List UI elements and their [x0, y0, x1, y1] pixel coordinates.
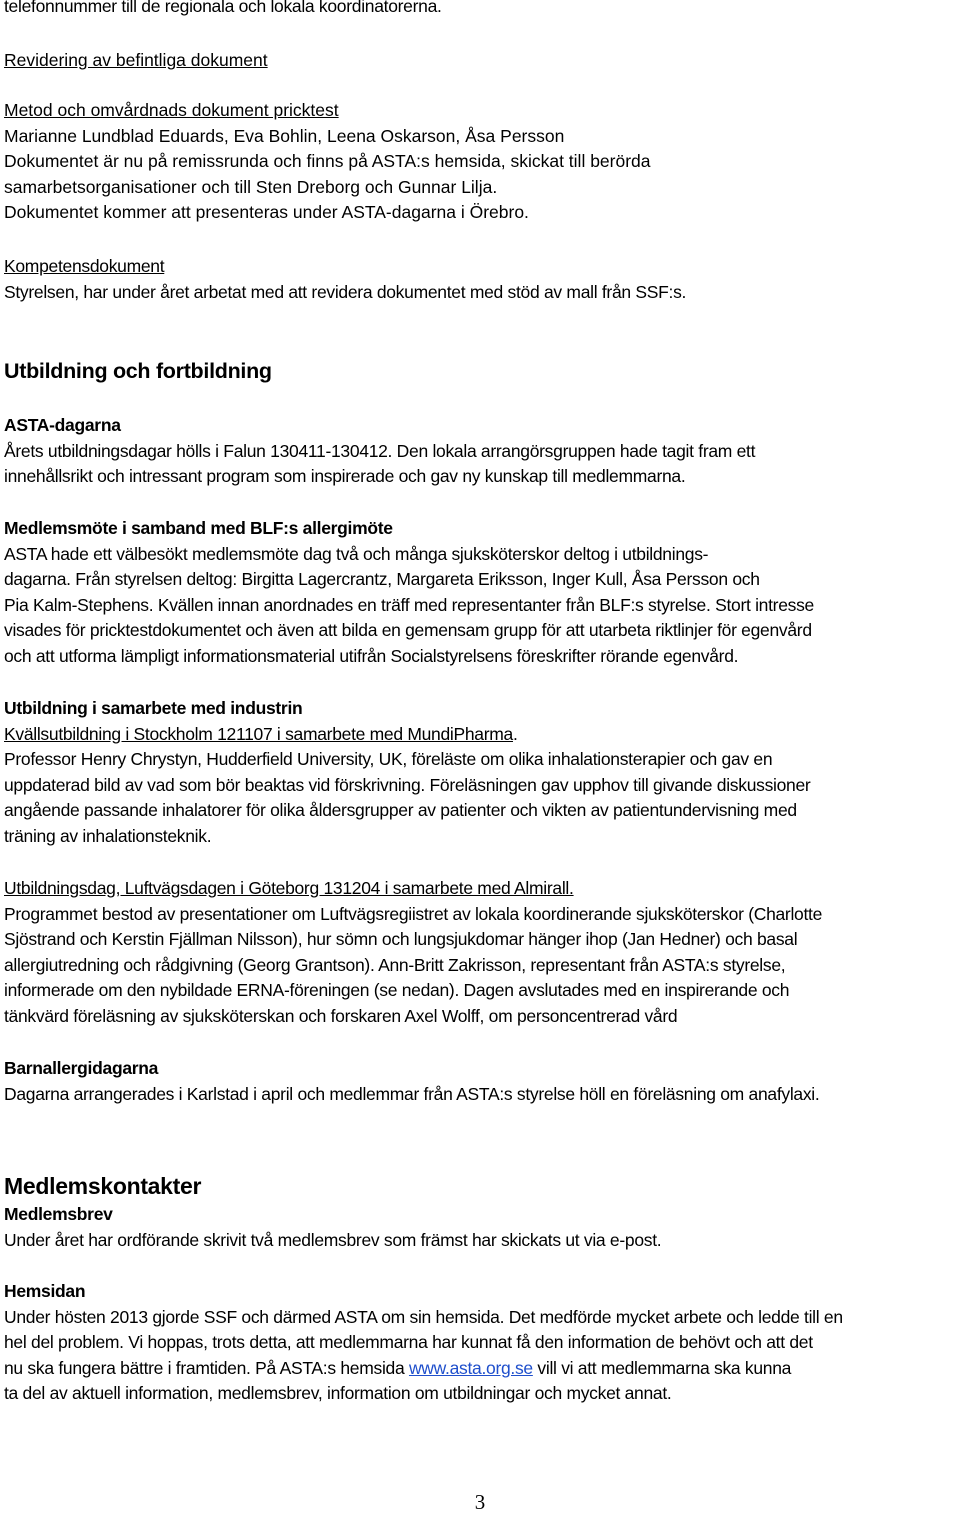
- revision-section: [4, 48, 268, 74]
- subsection-title: Metod och omvårdnads dokument pricktest: [4, 100, 339, 120]
- paragraph-line: Dagarna arrangerades i Karlstad i april och medlemmar från ASTA:s styrelse höll en föreläsning om anafylaxi.: [4, 1083, 820, 1104]
- industry-block: [4, 696, 810, 850]
- paragraph-line: Dokumentet är nu på remissrunda och finns på ASTA:s hemsida, skickat till berörda: [4, 151, 651, 172]
- paragraph-line: hel del problem. Vi hoppas, trots detta, att medlemmarna har kunnat få den information de behövt och att det: [4, 1332, 813, 1353]
- paragraph-line: och att utforma lämpligt informationsmaterial utifrån Socialstyrelsens föreskrifter rörande egenvård.: [4, 645, 739, 666]
- paragraph-line: Under året har ordförande skrivit två medlemsbrev som främst har skickats ut via e-post.: [4, 1229, 662, 1250]
- paragraph-line: Styrelsen, har under året arbetat med att revidera dokumentet med stöd av mall från SSF:s.: [4, 281, 687, 302]
- subsection-title: Utbildning i samarbete med industrin: [4, 698, 303, 718]
- subsection-title: Medlemsmöte i samband med BLF:s allergimöte: [4, 518, 393, 538]
- subsection-title: ASTA-dagarna: [4, 415, 121, 435]
- paragraph-line: tänkvärd föreläsning av sjuksköterskan och forskaren Axel Wolff, om personcentrerad vård: [4, 1005, 678, 1026]
- education-section: [4, 356, 272, 386]
- text-span: vill vi att medlemmarna ska kunna: [532, 1357, 792, 1378]
- paragraph-line: Sjöstrand och Kerstin Fjällman Nilsson), hur sömn och lungsjukdomar hänger ihop (Jan Hedner) och basal: [4, 929, 798, 950]
- text-span: nu ska fungera bättre i framtiden. På ASTA:s hemsida: [4, 1357, 409, 1378]
- paragraph-line: Dokumentet kommer att presenteras under ASTA-dagarna i Örebro.: [4, 202, 529, 223]
- barn-block: [4, 1056, 819, 1107]
- kompetens-block: [4, 254, 686, 305]
- event-title-line: [4, 722, 810, 748]
- intro-tail: [4, 0, 442, 20]
- event-title: Kvällsutbildning i Stockholm 121107 i samarbete med MundiPharma: [4, 723, 513, 744]
- section-heading: Utbildning och fortbildning: [4, 359, 272, 383]
- paragraph-line: innehållsrikt och intressant program som inspirerade och gav ny kunskap till medlemmarna.: [4, 466, 686, 487]
- page-number: 3: [474, 1490, 486, 1514]
- asta-block: [4, 413, 755, 490]
- subsection-title: Barnallergidagarna: [4, 1058, 159, 1078]
- paragraph-line: informerade om den nybildade ERNA-föreningen (se nedan). Dagen avslutades med en inspirerande och: [4, 980, 790, 1001]
- subsection-title: Kompetensdokument: [4, 256, 165, 276]
- paragraph-line: visades för pricktestdokumentet och även att bilda en gemensam grupp för att utarbeta riktlinjer för egenvård: [4, 620, 812, 641]
- paragraph-line: Professor Henry Chrystyn, Hudderfield University, UK, föreläste om olika inhalationsterapier och gav en: [4, 749, 773, 770]
- hemsida-block: [4, 1279, 843, 1407]
- event-title-punct: .: [512, 723, 518, 744]
- event-title: Utbildningsdag, Luftvägsdagen i Göteborg 131204 i samarbete med Almirall.: [4, 878, 574, 898]
- paragraph-line: telefonnummer till de regionala och lokala koordinatorerna.: [4, 0, 442, 16]
- asta-website-link[interactable]: www.asta.org.se: [408, 1357, 533, 1378]
- paragraph-line: samarbetsorganisationer och till Sten Dreborg och Gunnar Lilja.: [4, 176, 498, 197]
- paragraph-line: Programmet bestod av presentationer om Luftvägsregiistret av lokala koordinerande sjuksköterskor (Charlotte: [4, 903, 823, 924]
- section-heading: Medlemskontakter: [4, 1173, 202, 1199]
- subsection-title: Hemsidan: [4, 1281, 86, 1301]
- paragraph-line: ta del av aktuell information, medlemsbrev, information om utbildningar och mycket annat.: [4, 1383, 672, 1404]
- paragraph-line: allergiutredning och rådgivning (Georg Grantson). Ann-Britt Zakrisson, representant från ASTA:s styrelse,: [4, 954, 786, 975]
- blf-block: [4, 516, 814, 670]
- members-section: [4, 1170, 661, 1253]
- paragraph-line: uppdaterad bild av vad som bör beaktas vid förskrivning. Föreläsningen gav upphov till givande diskussioner: [4, 774, 811, 795]
- paragraph-line: dagarna. Från styrelsen deltog: Birgitta Lagercrantz, Margareta Eriksson, Inger Kull, Åsa Persson och: [4, 569, 760, 590]
- paragraph-line: [4, 1356, 843, 1382]
- section-heading: Revidering av befintliga dokument: [4, 50, 268, 70]
- subsection-title: Medlemsbrev: [4, 1204, 113, 1224]
- paragraph-line: träning av inhalationsteknik.: [4, 825, 212, 846]
- paragraph-line: Årets utbildningsdagar hölls i Falun 130411-130412. Den lokala arrangörsgruppen hade tagit fram ett: [4, 440, 756, 461]
- paragraph-line: Under hösten 2013 gjorde SSF och därmed ASTA om sin hemsida. Det medförde mycket arbete och ledde till en: [4, 1306, 843, 1327]
- paragraph-line: angående passande inhalatorer för olika åldersgrupper av patienter och vikten av patientundervisning med: [4, 800, 797, 821]
- luft-block: [4, 876, 822, 1030]
- paragraph-line: Marianne Lundblad Eduards, Eva Bohlin, Leena Oskarson, Åsa Persson: [4, 125, 565, 146]
- paragraph-line: Pia Kalm-Stephens. Kvällen innan anordnades en träff med representanter från BLF:s styrelse. Stort intresse: [4, 594, 814, 615]
- paragraph-line: ASTA hade ett välbesökt medlemsmöte dag två och många sjuksköterskor deltog i utbildnings-: [4, 543, 709, 564]
- metod-block: [4, 98, 651, 226]
